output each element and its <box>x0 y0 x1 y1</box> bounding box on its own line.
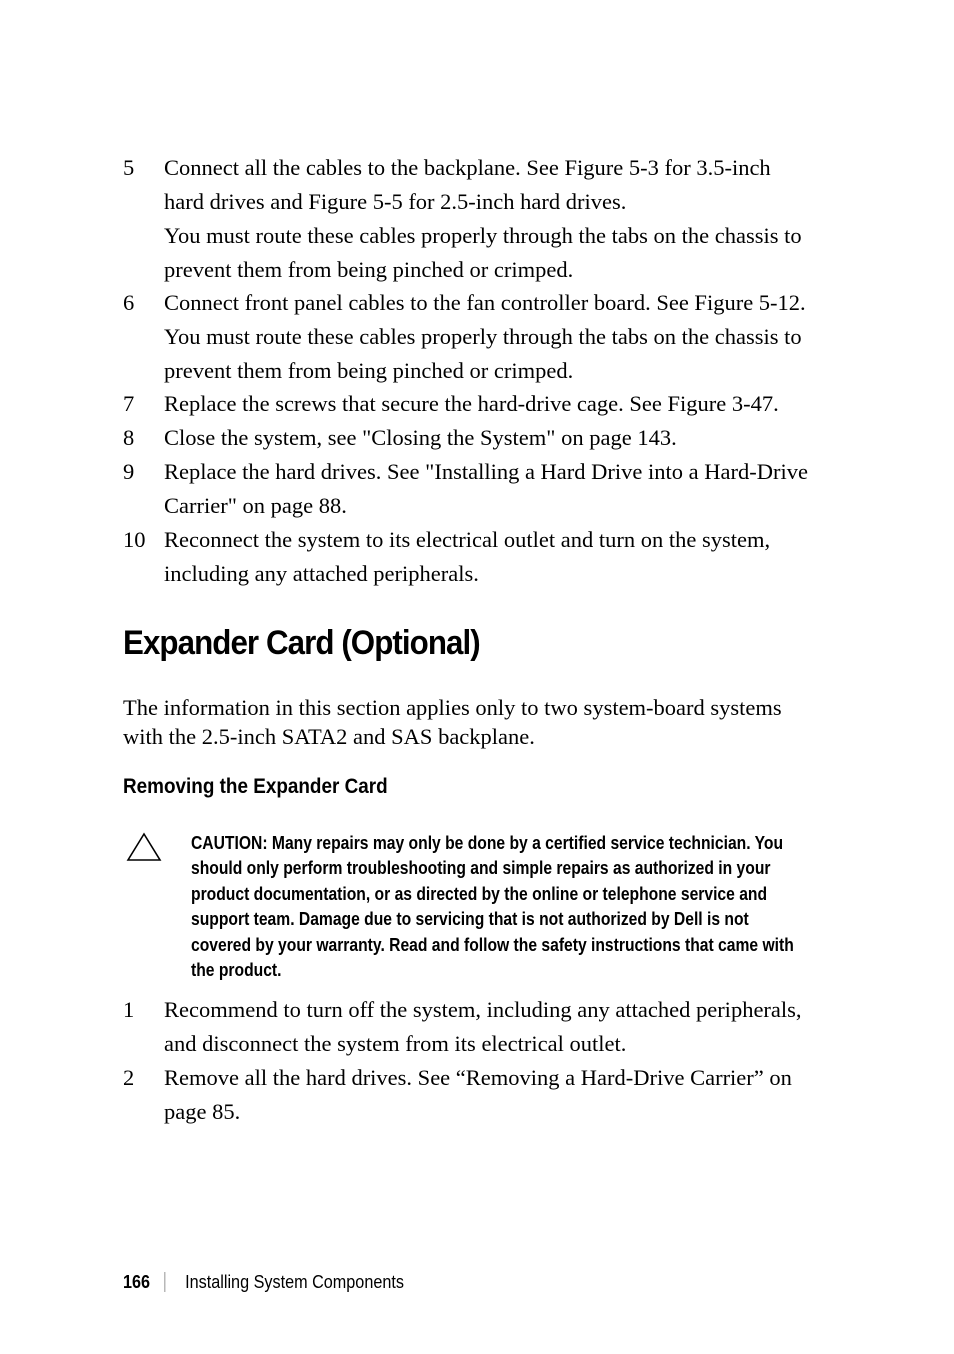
step-item <box>123 993 863 1061</box>
step-line: including any attached peripherals. <box>164 561 479 586</box>
step-line: You must route these cables properly through the tabs on the chassis to <box>164 223 802 248</box>
step-number: 9 <box>123 459 135 484</box>
step-line: Carrier" on page 88. <box>164 493 347 518</box>
caution-line: CAUTION: Many repairs may only be done by a certified service technician. You <box>191 833 784 853</box>
step-text <box>164 523 863 591</box>
step-line: Close the system, see "Closing the System" on page 143. <box>164 425 677 450</box>
caution-line: covered by your warranty. Read and follow the safety instructions that came with <box>191 934 794 955</box>
step-text <box>164 993 863 1061</box>
step-line: prevent them from being pinched or crimped. <box>164 358 574 383</box>
step-number: 6 <box>123 290 135 315</box>
step-line: prevent them from being pinched or crimped. <box>164 257 574 282</box>
caution-triangle-icon <box>126 832 162 862</box>
step-line: Remove all the hard drives. See “Removing a Hard-Drive Carrier” on <box>164 1065 792 1090</box>
step-line: You must route these cables properly through the tabs on the chassis to <box>164 324 802 349</box>
subsection-title: Removing the Expander Card <box>123 775 388 798</box>
step-item <box>123 286 863 388</box>
step-line: Replace the hard drives. See "Installing a Hard Drive into a Hard-Drive <box>164 459 808 484</box>
step-item <box>123 455 863 523</box>
step-line: and disconnect the system from its electrical outlet. <box>164 1031 627 1056</box>
step-number: 10 <box>123 527 146 552</box>
caution-line: support team. Damage due to servicing that is not authorized by Dell is not <box>191 909 749 930</box>
step-line: Recommend to turn off the system, including any attached peripherals, <box>164 997 802 1022</box>
page-number: 166 <box>123 1272 151 1292</box>
step-number: 1 <box>123 997 135 1022</box>
step-number: 8 <box>123 425 135 450</box>
step-line: hard drives and Figure 5-5 for 2.5-inch hard drives. <box>164 189 627 214</box>
step-number: 2 <box>123 1065 135 1090</box>
intro-line: The information in this section applies only to two system-board systems <box>123 695 782 720</box>
step-item <box>123 387 863 421</box>
intro-paragraph <box>123 693 782 751</box>
step-number: 7 <box>123 391 135 416</box>
step-line: Replace the screws that secure the hard-drive cage. See Figure 3-47. <box>164 391 779 416</box>
chapter-title: Installing System Components <box>185 1272 404 1292</box>
footer-divider <box>164 1272 165 1292</box>
step-text <box>164 455 863 523</box>
step-line: page 85. <box>164 1099 241 1124</box>
step-item <box>123 523 863 591</box>
step-text <box>164 286 863 388</box>
step-line: Connect front panel cables to the fan controller board. See Figure 5-12. <box>164 290 806 315</box>
caution-line: should only perform troubleshooting and simple repairs as authorized in your <box>191 858 771 879</box>
intro-line: with the 2.5-inch SATA2 and SAS backplane. <box>123 724 535 749</box>
step-text <box>164 151 863 287</box>
step-line: Reconnect the system to its electrical outlet and turn on the system, <box>164 527 771 552</box>
page-footer <box>123 1272 404 1293</box>
caution-line: the product. <box>191 960 282 981</box>
step-line: Connect all the cables to the backplane. See Figure 5-3 for 3.5-inch <box>164 155 771 180</box>
step-item <box>123 151 863 287</box>
step-number: 5 <box>123 155 135 180</box>
caution-note <box>191 831 835 983</box>
step-text <box>164 421 863 455</box>
section-title: Expander Card (Optional) <box>123 624 480 662</box>
step-item <box>123 1061 863 1129</box>
step-item <box>123 421 863 455</box>
step-text <box>164 1061 863 1129</box>
caution-line: product documentation, or as directed by the online or telephone service and <box>191 883 768 904</box>
step-text <box>164 387 863 421</box>
